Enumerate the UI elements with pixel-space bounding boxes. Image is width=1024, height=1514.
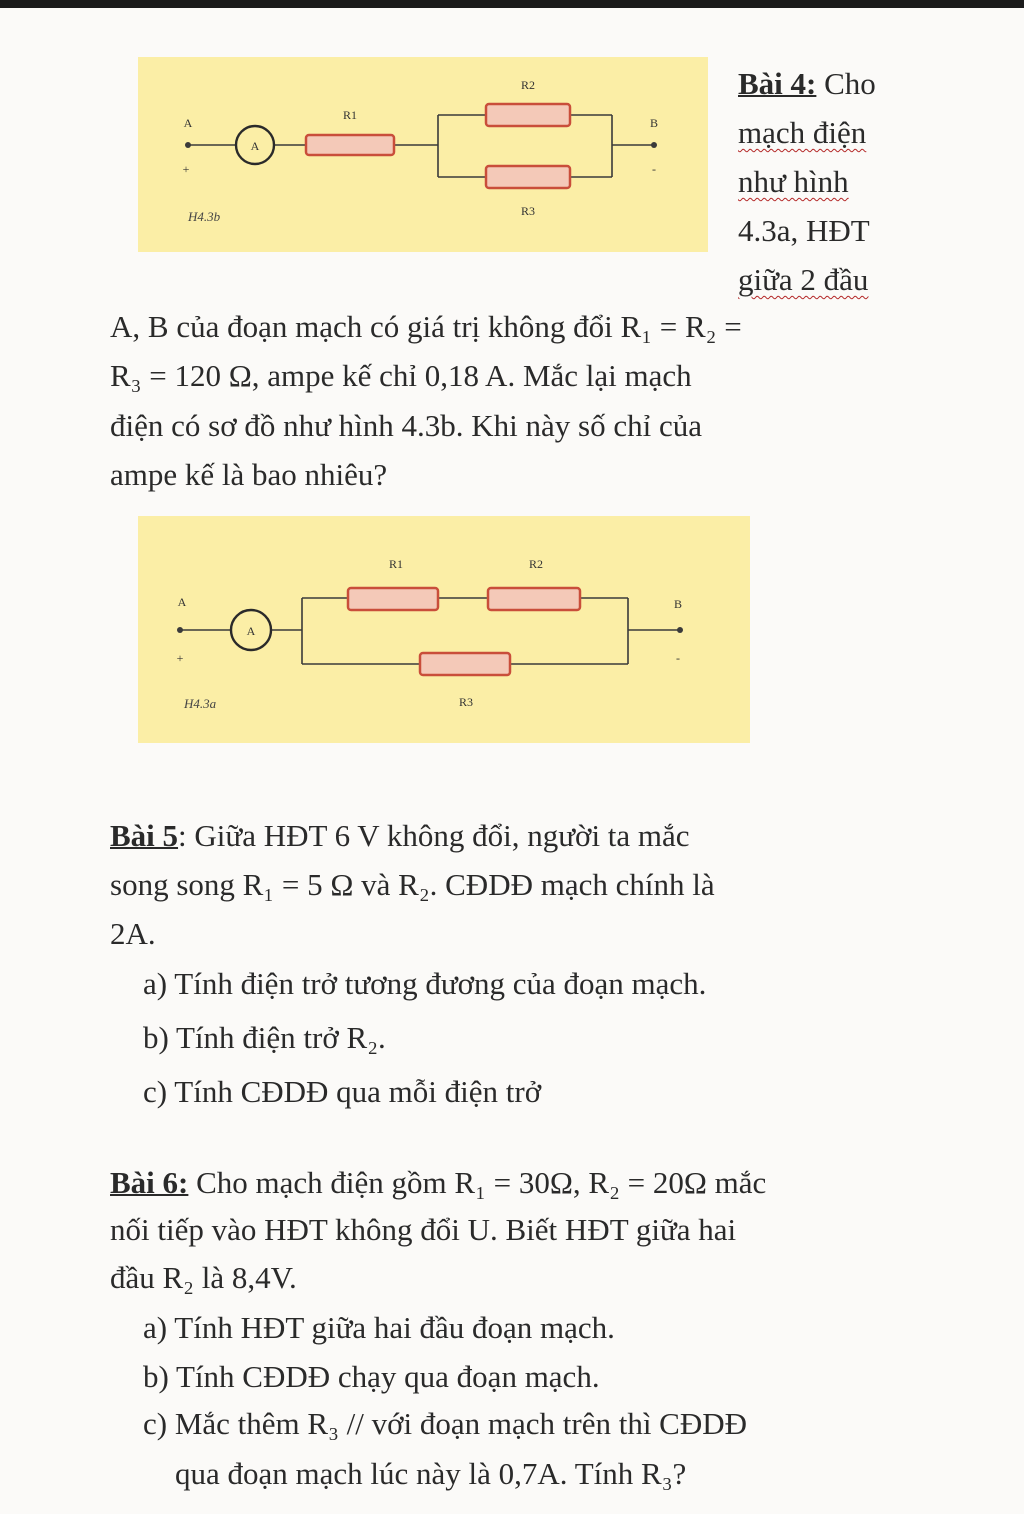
terminal-a-node [185, 142, 191, 148]
r2-label: R2 [528, 557, 544, 571]
resistor-r2 [486, 104, 570, 126]
bai4-side-line-3: như hình [738, 164, 849, 199]
minus-label: - [652, 162, 656, 176]
terminal-a-label: A [183, 116, 193, 130]
terminal-b-node [677, 627, 683, 633]
r1-label: R1 [388, 557, 404, 571]
minus-label: - [676, 651, 680, 665]
bai5-line-2: song song R₁ = 5 Ω và R₂. CĐDĐ mạch chính là [110, 867, 715, 902]
bai6-item-b: b) Tính CĐDĐ chạy qua đoạn mạch. [143, 1359, 600, 1394]
bai6-item-a: a) Tính HĐT giữa hai đầu đoạn mạch. [143, 1310, 615, 1345]
bai4-side-line-4: 4.3a, HĐT [738, 213, 870, 248]
r3-label: R3 [520, 204, 536, 218]
bai4-side-line-5: giữa 2 đầu [738, 262, 869, 297]
resistor-r3 [420, 653, 510, 675]
bai5-item-a: a) Tính điện trở tương đương của đoạn mạch. [143, 966, 707, 1001]
plus-label: + [182, 162, 190, 176]
bai5-line-3: 2A. [110, 916, 156, 951]
bai4-line-3: điện có sơ đồ như hình 4.3b. Khi này số chỉ của [110, 408, 702, 443]
bai6-item-c: c) Mắc thêm R₃ // với đoạn mạch trên thì CĐDĐ [143, 1406, 748, 1441]
bai4-side-line-1: Bài 4: Cho [738, 66, 876, 101]
bai6-line-2: nối tiếp vào HĐT không đổi U. Biết HĐT giữa hai [110, 1212, 737, 1247]
bai4-line-2: R₃ = 120 Ω, ampe kế chỉ 0,18 A. Mắc lại mạch [110, 358, 692, 393]
terminal-a-node [177, 627, 183, 633]
bai4-line-1: A, B của đoạn mạch có giá trị không đổi R₁ = R₂ = [110, 309, 742, 344]
terminal-b-label: B [649, 116, 659, 130]
resistor-r1 [348, 588, 438, 610]
bai4-title: Bài 4: [738, 66, 817, 101]
resistor-r2 [488, 588, 580, 610]
resistor-r3 [486, 166, 570, 188]
bai4-line-4: ampe kế là bao nhiêu? [110, 457, 388, 492]
circuit-figure-4-3b [138, 57, 708, 252]
bai6-line-1: Bài 6: Cho mạch điện gồm R₁ = 30Ω, R₂ = 20Ω mắc [110, 1165, 767, 1200]
plus-label: + [176, 651, 184, 665]
resistor-r1 [306, 135, 394, 155]
ammeter-label: A [246, 624, 256, 638]
ammeter-label: A [250, 139, 260, 153]
bai5-title: Bài 5 [110, 818, 179, 853]
circuit-diagram [138, 57, 708, 252]
bai6-item-c-continued: qua đoạn mạch lúc này là 0,7A. Tính R₃? [175, 1456, 687, 1491]
terminal-a-label: A [177, 595, 187, 609]
terminal-b-label: B [673, 597, 683, 611]
top-bar [0, 0, 1024, 8]
figure-caption: H4.3b [188, 209, 221, 224]
bai4-side-line-2: mạch điện [738, 115, 867, 150]
bai6-line-3: đầu R₂ là 8,4V. [110, 1260, 297, 1295]
r3-label: R3 [458, 695, 474, 709]
circuit-figure-4-3a [138, 516, 750, 743]
figure-caption: H4.3a [184, 696, 217, 711]
bai5-item-b: b) Tính điện trở R₂. [143, 1020, 386, 1055]
circuit-diagram [138, 516, 750, 743]
r2-label: R2 [520, 78, 536, 92]
bai6-title: Bài 6: [110, 1165, 189, 1200]
bai5-item-c: c) Tính CĐDĐ qua mỗi điện trở [143, 1074, 542, 1109]
terminal-b-node [651, 142, 657, 148]
r1-label: R1 [342, 108, 358, 122]
bai5-line-1: Bài 5: Giữa HĐT 6 V không đổi, người ta mắc [110, 818, 690, 853]
